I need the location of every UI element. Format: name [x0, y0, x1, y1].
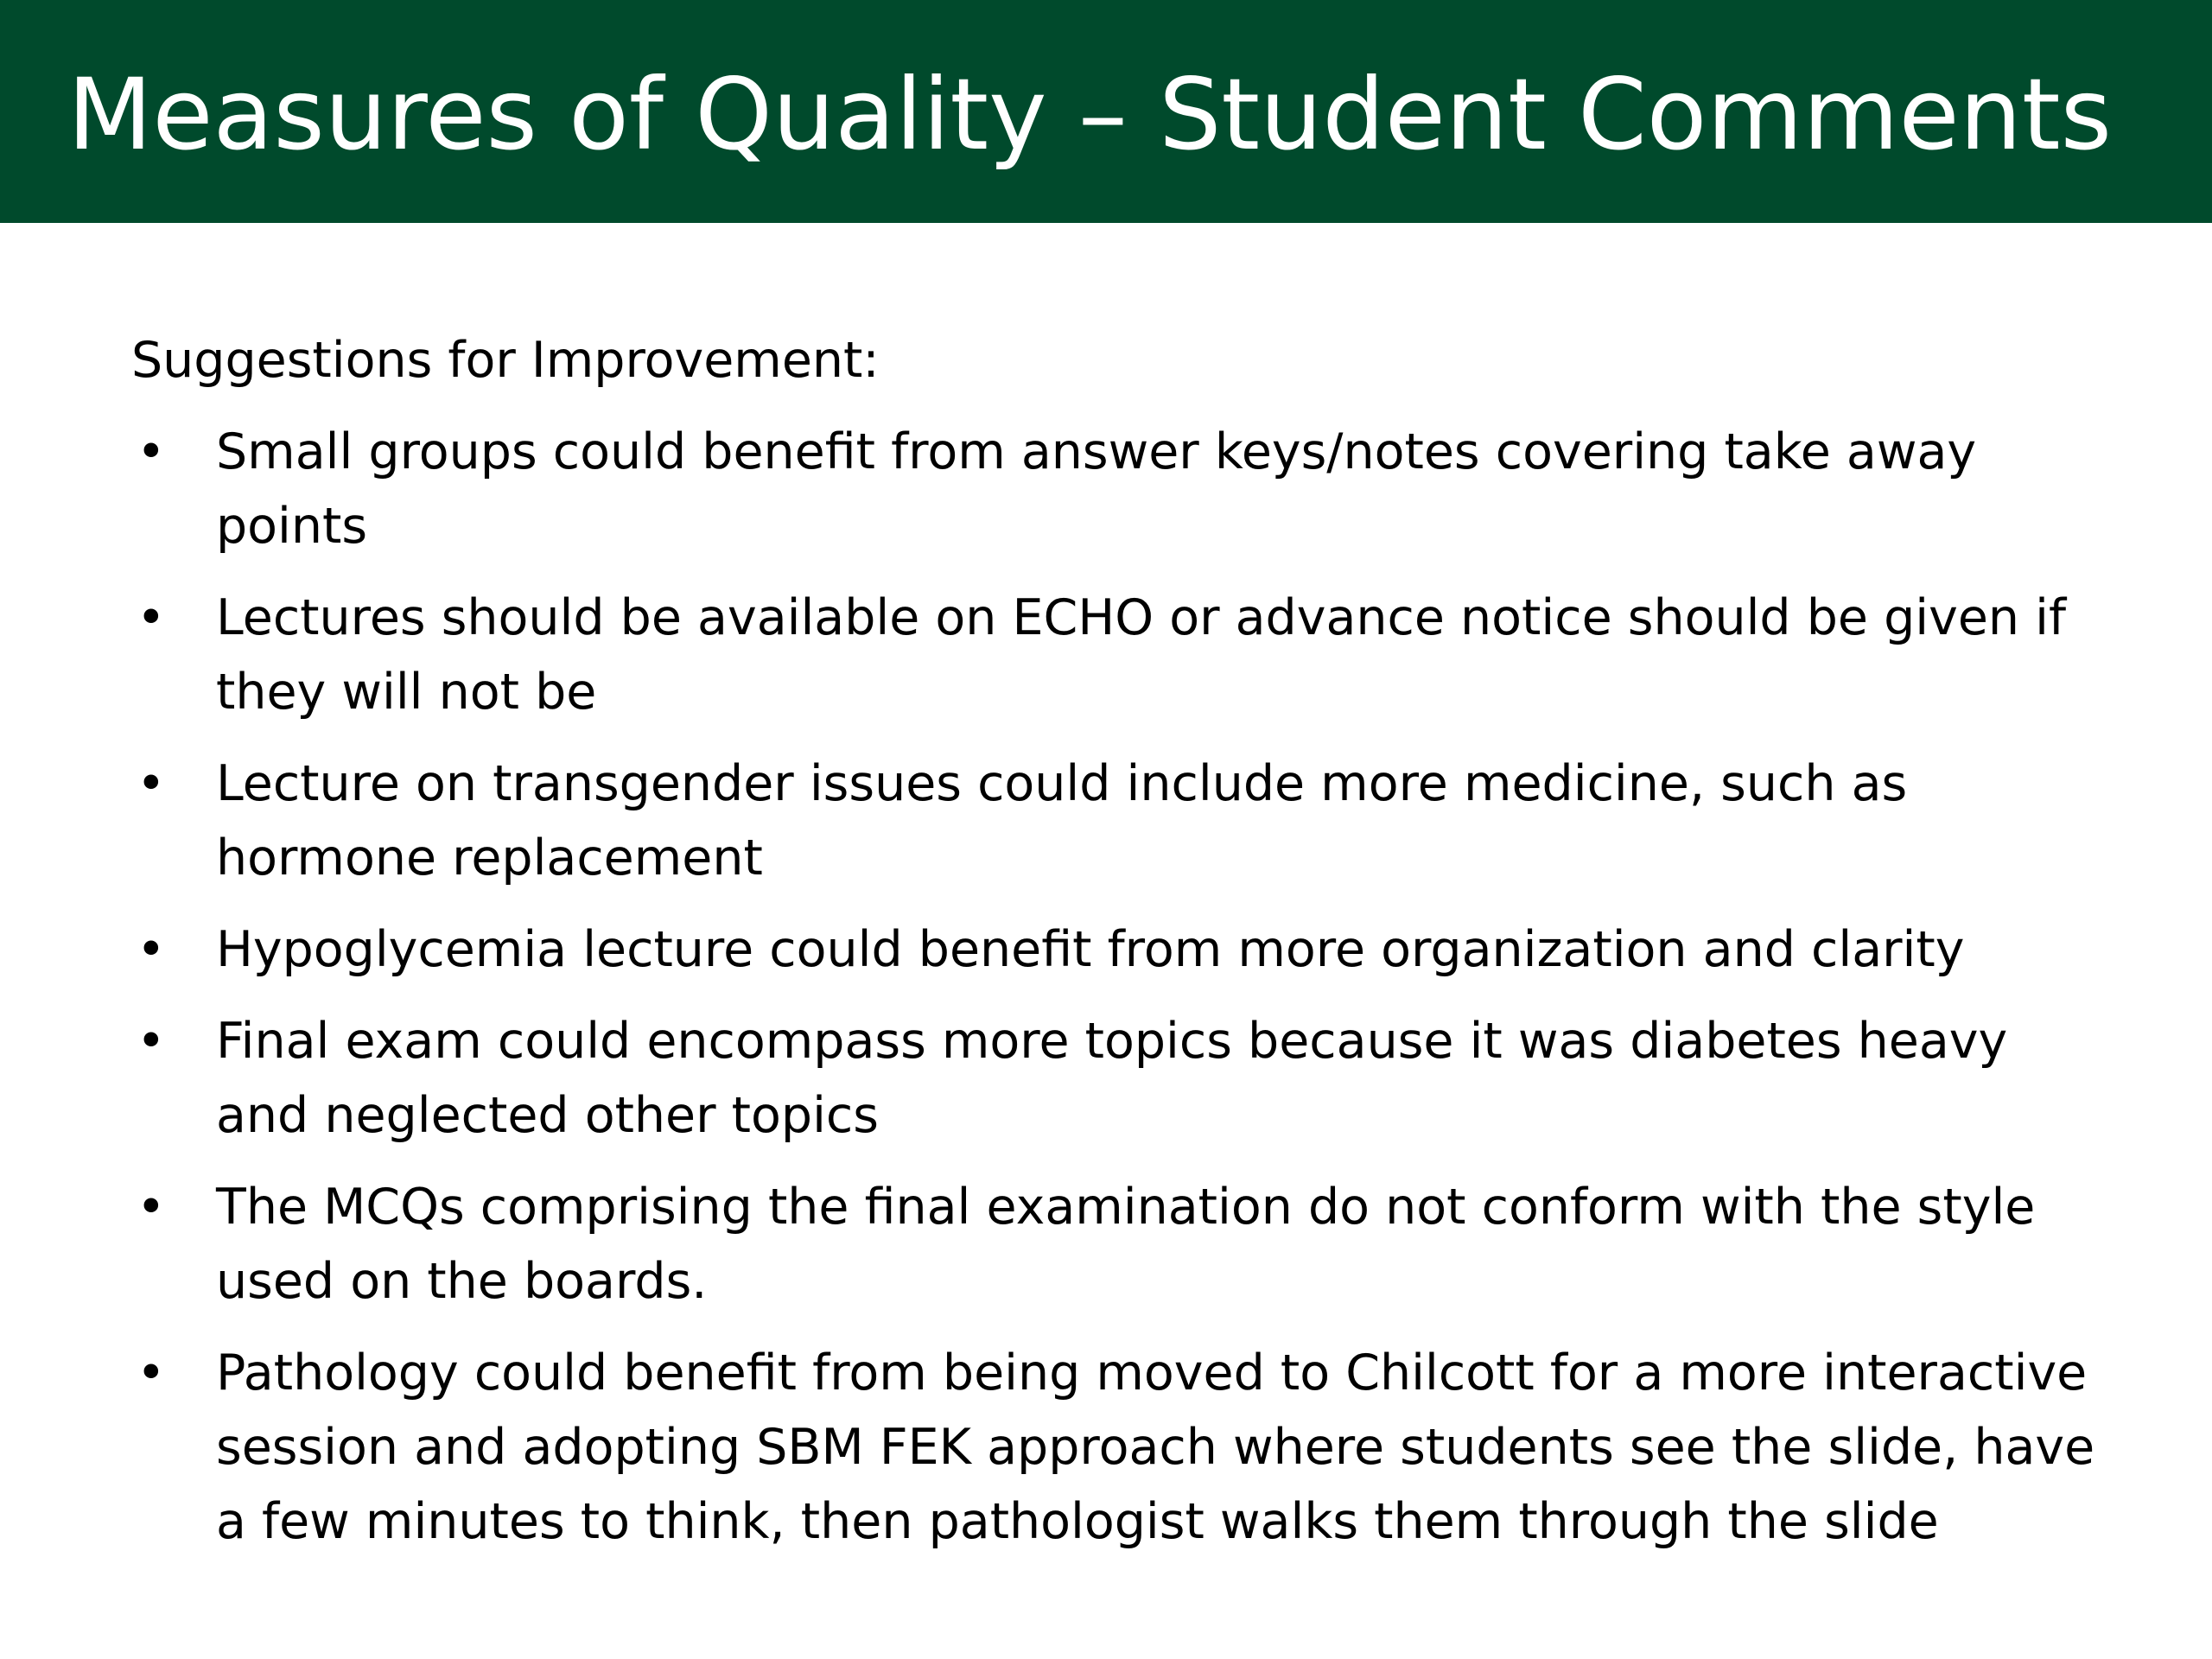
list-item-text: Small groups could benefit from answer keys/notes covering take away points [216, 423, 1977, 555]
bullet-icon: • [137, 1179, 166, 1236]
list-item-text: Final exam could encompass more topics because it was diabetes heavy and neglected other topics [216, 1013, 2008, 1144]
bullet-icon: • [137, 1013, 166, 1070]
list-item-text: The MCQs comprising the final examination do not conform with the style used on the boards. [216, 1179, 2036, 1310]
bullet-icon: • [137, 589, 166, 646]
title-bar [0, 0, 2212, 223]
bullet-icon: • [137, 423, 166, 480]
list-item [131, 1336, 2101, 1559]
list-item-text: Lectures should be available on ECHO or advance notice should be given if they will not be [216, 589, 2067, 721]
list-item-text: Pathology could benefit from being moved to Chilcott for a more interactive session and adopting SBM FEK approach where students see the slide, have a few minutes to think, then pathologist walks them through the slide [216, 1344, 2095, 1550]
list-item [131, 747, 2101, 895]
list-item [131, 581, 2101, 729]
list-item [131, 415, 2101, 563]
list-item [131, 1004, 2101, 1153]
intro-text: Suggestions for Improvement: [131, 332, 880, 389]
list-item-text: Lecture on transgender issues could include more medicine, such as hormone replacement [216, 755, 1908, 887]
bullet-icon: • [137, 755, 166, 812]
list-item [131, 912, 2101, 987]
list-item [131, 1170, 2101, 1319]
list-item-text: Hypoglycemia lecture could benefit from more organization and clarity [216, 921, 1965, 978]
slide-content [131, 324, 2101, 1576]
slide-title: Measures of Quality – Student Comments [67, 57, 2113, 172]
suggestion-list [131, 415, 2101, 1559]
bullet-icon: • [137, 921, 166, 978]
bullet-icon: • [137, 1344, 166, 1402]
